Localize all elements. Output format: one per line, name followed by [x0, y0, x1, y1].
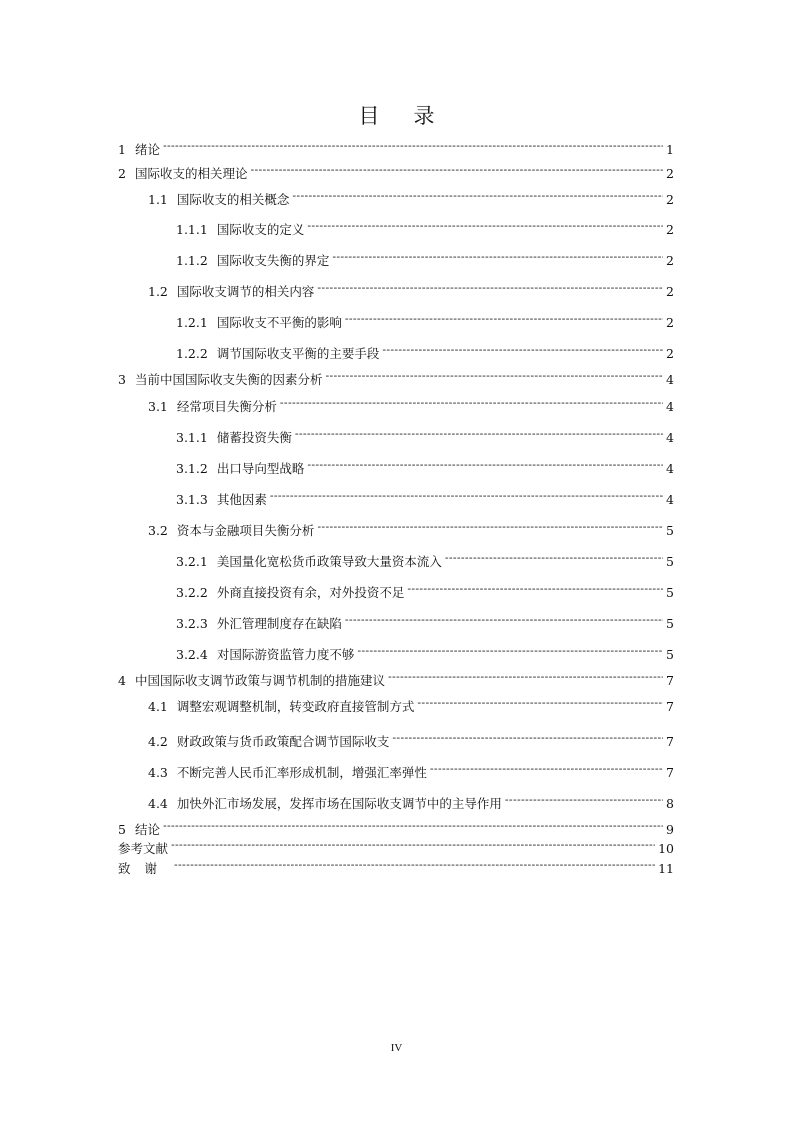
- toc-number: 3.1.3: [176, 492, 208, 507]
- toc-page-number: 2: [666, 346, 674, 361]
- toc-label: 国际收支不平衡的影响: [216, 315, 342, 330]
- toc-entry[interactable]: [148, 695, 674, 715]
- toc-entry[interactable]: [176, 550, 674, 570]
- toc-label: 国际收支失衡的界定: [216, 253, 330, 268]
- toc-entry[interactable]: [148, 761, 674, 781]
- toc-label: 财政政策与货币政策配合调节国际收支: [176, 734, 390, 749]
- toc-page-number: 5: [666, 554, 674, 569]
- toc-entry[interactable]: [118, 857, 674, 877]
- dot-leader: [325, 368, 663, 384]
- toc-page-number: 2: [666, 222, 674, 237]
- toc-number: 4: [118, 673, 126, 688]
- toc-number: 4.4: [148, 796, 168, 811]
- toc-number: 4.2: [148, 734, 168, 749]
- toc-label: 对国际游资监管力度不够: [216, 647, 355, 662]
- toc-number: 4.3: [148, 765, 168, 780]
- toc-page-number: 2: [666, 166, 674, 181]
- dot-leader: [388, 669, 663, 685]
- dot-leader: [407, 581, 663, 597]
- toc-label: 外汇管理制度存在缺陷: [216, 616, 342, 631]
- toc-label: 中国国际收支调节政策与调节机制的措施建议: [134, 673, 385, 688]
- toc-label: 国际收支的相关理论: [134, 166, 248, 181]
- dot-leader: [280, 395, 663, 411]
- toc-number: 3.2.2: [176, 585, 208, 600]
- toc-label: 国际收支的相关概念: [176, 192, 290, 207]
- toc-number: 3.1.2: [176, 461, 208, 476]
- toc-entry[interactable]: [118, 837, 674, 857]
- toc-entry[interactable]: [118, 138, 674, 158]
- toc-page-number: 7: [666, 673, 674, 688]
- dot-leader: [505, 792, 663, 808]
- toc-page-number: 7: [666, 734, 674, 749]
- toc-page-number: 7: [666, 765, 674, 780]
- dot-leader: [295, 426, 663, 442]
- toc-entry[interactable]: [176, 342, 674, 362]
- toc-entry[interactable]: [148, 730, 674, 750]
- toc-label: 其他因素: [216, 492, 267, 507]
- dot-leader: [345, 612, 663, 628]
- toc-page-number: 4: [666, 430, 674, 445]
- toc-page-number: 4: [666, 399, 674, 414]
- toc-label: 国际收支调节的相关内容: [176, 284, 315, 299]
- toc-page-number: 2: [666, 253, 674, 268]
- toc-label: 调节国际收支平衡的主要手段: [216, 346, 380, 361]
- toc-entry[interactable]: [148, 395, 674, 415]
- dot-leader: [270, 488, 663, 504]
- toc-number: 1.1.2: [176, 253, 208, 268]
- dot-leader: [445, 550, 663, 566]
- toc-label: 调整宏观调整机制，转变政府直接管制方式: [176, 699, 415, 714]
- title-char: 目: [358, 104, 380, 128]
- toc-page-number: 4: [666, 492, 674, 507]
- toc-entry[interactable]: [176, 426, 674, 446]
- toc-label: 国际收支的定义: [216, 222, 305, 237]
- toc-label: 不断完善人民币汇率形成机制，增强汇率弹性: [176, 765, 427, 780]
- toc-number: 1.1: [148, 192, 168, 207]
- dot-leader: [345, 311, 663, 327]
- toc-label: 当前中国国际收支失衡的因素分析: [134, 372, 323, 387]
- toc-label: 储蓄投资失衡: [216, 430, 292, 445]
- dot-leader: [307, 218, 663, 234]
- toc-entry[interactable]: [148, 792, 674, 812]
- toc-label: 美国量化宽松货币政策导致大量资本流入: [216, 554, 442, 569]
- toc-label: 加快外汇市场发展，发挥市场在国际收支调节中的主导作用: [176, 796, 502, 811]
- dot-leader: [317, 280, 663, 296]
- toc-label: 经常项目失衡分析: [176, 399, 277, 414]
- toc-page-number: 4: [666, 372, 674, 387]
- toc-label: 参考文献: [118, 841, 169, 856]
- toc-number: 3.2: [148, 523, 168, 538]
- toc-label: 绪论: [134, 142, 160, 157]
- toc-entry[interactable]: [118, 669, 674, 689]
- dot-leader: [163, 138, 663, 154]
- toc-label: 致谢: [118, 861, 172, 876]
- dot-leader: [430, 761, 663, 777]
- toc-number: 3.1.1: [176, 430, 208, 445]
- toc-number: 3.2.3: [176, 616, 208, 631]
- toc-entry[interactable]: [176, 457, 674, 477]
- toc-number: 3.1: [148, 399, 168, 414]
- page-number-footer: IV: [390, 1042, 403, 1054]
- toc-entry[interactable]: [148, 280, 674, 300]
- toc-entry[interactable]: [176, 488, 674, 508]
- toc-page-number: 5: [666, 585, 674, 600]
- dot-leader: [250, 162, 663, 178]
- toc-number: 3: [118, 372, 126, 387]
- toc-page-number: 2: [666, 284, 674, 299]
- toc-number: 1.2.2: [176, 346, 208, 361]
- dot-leader: [382, 342, 663, 358]
- toc-page-number: 2: [666, 192, 674, 207]
- toc-entry[interactable]: [176, 643, 674, 663]
- toc-page-number: 7: [666, 699, 674, 714]
- toc-page-number: 5: [666, 616, 674, 631]
- dot-leader: [417, 695, 663, 711]
- toc-entry[interactable]: [118, 162, 674, 182]
- toc-page-number: 5: [666, 523, 674, 538]
- toc-label: 外商直接投资有余，对外投资不足: [216, 585, 405, 600]
- toc-entry[interactable]: [176, 612, 674, 632]
- dot-leader: [292, 188, 663, 204]
- toc-page-number: 11: [658, 861, 674, 876]
- toc-number: 1.1.1: [176, 222, 208, 237]
- toc-page-number: 4: [666, 461, 674, 476]
- toc-number: 1.2.1: [176, 315, 208, 330]
- dot-leader: [174, 857, 655, 873]
- toc-entry[interactable]: [148, 188, 674, 208]
- toc-label: 资本与金融项目失衡分析: [176, 523, 315, 538]
- dot-leader: [307, 457, 663, 473]
- toc-page-number: 1: [666, 142, 674, 157]
- toc-page-number: 8: [666, 796, 674, 811]
- title-char: 录: [413, 104, 435, 128]
- toc-entry[interactable]: [176, 249, 674, 269]
- toc-number: 3.2.1: [176, 554, 208, 569]
- toc-entry[interactable]: [148, 519, 674, 539]
- toc-page-number: 10: [658, 841, 674, 856]
- dot-leader: [392, 730, 663, 746]
- toc-entry[interactable]: [176, 311, 674, 331]
- toc-page-number: 2: [666, 315, 674, 330]
- toc-label: 结论: [134, 822, 160, 837]
- toc-number: 1: [118, 142, 126, 157]
- toc-label: 出口导向型战略: [216, 461, 305, 476]
- toc-page-number: 9: [666, 822, 674, 837]
- dot-leader: [317, 519, 663, 535]
- toc-entry[interactable]: [118, 368, 674, 388]
- toc-number: 5: [118, 822, 126, 837]
- toc-page-number: 5: [666, 647, 674, 662]
- toc-number: 1.2: [148, 284, 168, 299]
- dot-leader: [332, 249, 663, 265]
- toc-entry[interactable]: [176, 218, 674, 238]
- toc-number: 2: [118, 166, 126, 181]
- toc-entry[interactable]: [118, 818, 674, 838]
- dot-leader: [163, 818, 663, 834]
- dot-leader: [357, 643, 663, 659]
- dot-leader: [171, 837, 655, 853]
- toc-number: 4.1: [148, 699, 168, 714]
- toc-entry[interactable]: [176, 581, 674, 601]
- page-title: [0, 100, 793, 130]
- toc-number: 3.2.4: [176, 647, 208, 662]
